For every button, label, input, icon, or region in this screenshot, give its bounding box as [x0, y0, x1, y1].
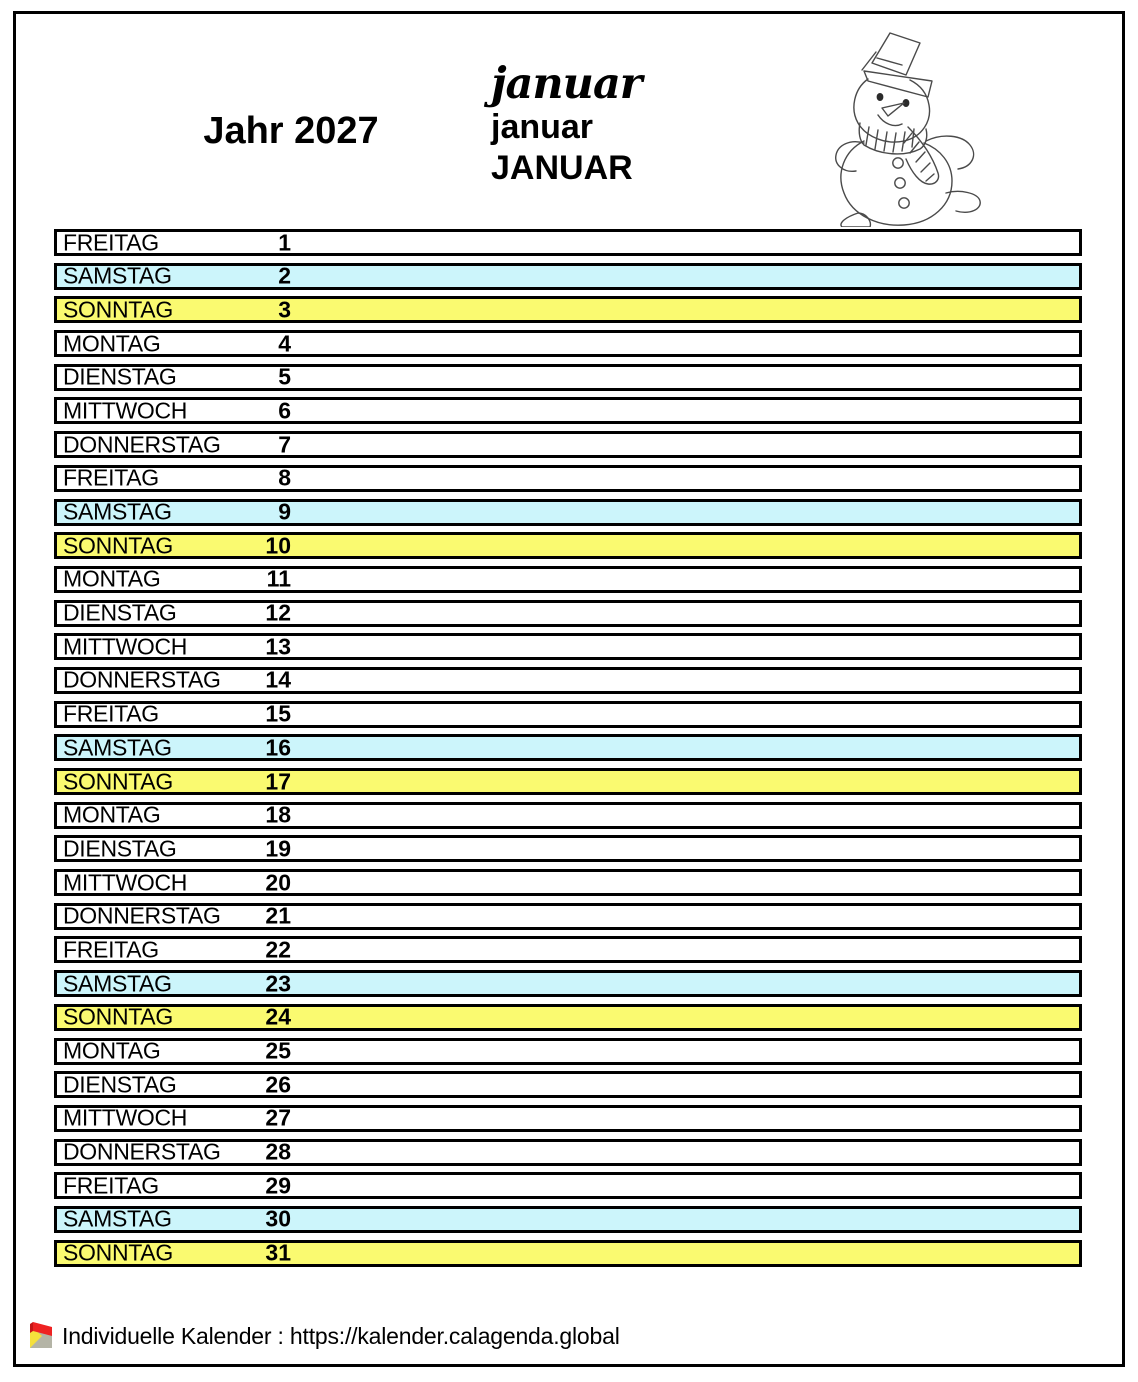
day-number-label: 1 — [278, 229, 291, 255]
day-number-label: 3 — [278, 296, 291, 323]
day-number-label: 29 — [265, 1172, 291, 1199]
day-name-label: SAMSTAG — [63, 498, 172, 525]
day-number-label: 6 — [278, 397, 291, 424]
day-name-label: FREITAG — [63, 1172, 159, 1199]
calendar-day-row[interactable] — [54, 1038, 1082, 1065]
calendar-day-row[interactable] — [54, 229, 1082, 256]
month-name-uppercase: JANUAR — [491, 149, 633, 187]
day-number-label: 18 — [265, 801, 291, 828]
day-name-label: MITTWOCH — [63, 869, 188, 896]
calendar-day-list — [54, 229, 1082, 1273]
day-name-label: SONNTAG — [63, 768, 173, 794]
calendar-day-row[interactable] — [54, 1004, 1082, 1031]
day-number-label: 24 — [265, 1003, 291, 1030]
day-number-label: 4 — [278, 330, 291, 357]
day-number-label: 12 — [265, 599, 291, 626]
day-number-label: 8 — [278, 464, 291, 491]
calendar-day-row[interactable] — [54, 1206, 1082, 1233]
day-name-label: SAMSTAG — [63, 1205, 172, 1232]
day-name-label: MITTWOCH — [63, 1104, 188, 1131]
calendar-day-row[interactable] — [54, 903, 1082, 930]
day-name-label: MONTAG — [63, 1037, 161, 1064]
calendar-day-row[interactable] — [54, 1139, 1082, 1166]
calendar-day-row[interactable] — [54, 768, 1082, 795]
day-name-label: MITTWOCH — [63, 397, 188, 424]
calendar-day-row[interactable] — [54, 1240, 1082, 1267]
day-number-label: 27 — [265, 1104, 291, 1131]
day-name-label: MITTWOCH — [63, 633, 188, 660]
day-number-label: 21 — [265, 902, 291, 929]
calendar-day-row[interactable] — [54, 701, 1082, 728]
calendar-day-row[interactable] — [54, 364, 1082, 391]
page-footer — [16, 1310, 1122, 1366]
calendar-day-row[interactable] — [54, 263, 1082, 290]
day-number-label: 15 — [265, 700, 291, 727]
page-title: Jahr 2027 — [203, 110, 379, 152]
day-name-label: DONNERSTAG — [63, 1138, 221, 1165]
day-name-label: MONTAG — [63, 330, 161, 357]
calendar-day-row[interactable] — [54, 734, 1082, 761]
calendar-day-row[interactable] — [54, 1172, 1082, 1199]
month-name-script: januar — [491, 59, 642, 109]
calendar-day-row[interactable] — [54, 869, 1082, 896]
day-number-label: 22 — [265, 936, 291, 963]
day-name-label: DONNERSTAG — [63, 902, 221, 929]
day-number-label: 2 — [278, 262, 291, 289]
calendar-day-row[interactable] — [54, 667, 1082, 694]
footer-link-text[interactable]: Individuelle Kalender : https://kalender.calagenda.global — [62, 1323, 620, 1349]
day-number-label: 25 — [265, 1037, 291, 1064]
day-number-label: 14 — [265, 666, 291, 693]
calendar-day-row[interactable] — [54, 465, 1082, 492]
day-number-label: 31 — [265, 1239, 291, 1266]
day-name-label: SONNTAG — [63, 1003, 173, 1030]
day-name-label: FREITAG — [63, 700, 159, 727]
day-name-label: MONTAG — [63, 565, 161, 592]
day-number-label: 26 — [265, 1071, 291, 1098]
calendar-day-row[interactable] — [54, 633, 1082, 660]
day-name-label: DONNERSTAG — [63, 666, 221, 693]
calagenda-flag-icon — [26, 1319, 56, 1351]
day-name-label: DIENSTAG — [63, 1071, 177, 1098]
day-name-label: SAMSTAG — [63, 970, 172, 997]
calendar-day-row[interactable] — [54, 936, 1082, 963]
calendar-day-row[interactable] — [54, 330, 1082, 357]
day-number-label: 28 — [265, 1138, 291, 1165]
calendar-day-row[interactable] — [54, 970, 1082, 997]
calendar-day-row[interactable] — [54, 499, 1082, 526]
page-header — [16, 14, 1122, 216]
day-number-label: 9 — [278, 498, 291, 525]
calendar-day-row[interactable] — [54, 397, 1082, 424]
calendar-day-row[interactable] — [54, 431, 1082, 458]
snowman-illustration — [828, 27, 1008, 227]
day-name-label: FREITAG — [63, 464, 159, 491]
calendar-day-row[interactable] — [54, 600, 1082, 627]
day-name-label: DONNERSTAG — [63, 431, 221, 458]
day-name-label: FREITAG — [63, 229, 159, 255]
calendar-day-row[interactable] — [54, 566, 1082, 593]
day-name-label: MONTAG — [63, 801, 161, 828]
day-number-label: 19 — [265, 835, 291, 862]
day-name-label: SONNTAG — [63, 1239, 173, 1266]
day-name-label: SAMSTAG — [63, 734, 172, 761]
day-number-label: 16 — [265, 734, 291, 761]
calendar-day-row[interactable] — [54, 296, 1082, 323]
day-number-label: 20 — [265, 869, 291, 896]
month-name-lowercase: januar — [491, 108, 594, 146]
day-name-label: SONNTAG — [63, 296, 173, 323]
day-number-label: 30 — [265, 1205, 291, 1232]
calendar-day-row[interactable] — [54, 1105, 1082, 1132]
calendar-day-row[interactable] — [54, 532, 1082, 559]
calendar-day-row[interactable] — [54, 802, 1082, 829]
calendar-page — [13, 11, 1125, 1367]
day-number-label: 5 — [278, 363, 291, 390]
day-name-label: SONNTAG — [63, 532, 173, 559]
day-number-label: 10 — [265, 532, 291, 559]
calendar-day-row[interactable] — [54, 1071, 1082, 1098]
month-name-block — [491, 61, 821, 189]
day-number-label: 11 — [266, 565, 291, 592]
day-number-label: 13 — [265, 633, 291, 660]
day-name-label: DIENSTAG — [63, 835, 177, 862]
day-number-label: 17 — [265, 768, 291, 794]
day-name-label: DIENSTAG — [63, 363, 177, 390]
day-name-label: SAMSTAG — [63, 262, 172, 289]
day-name-label: FREITAG — [63, 936, 159, 963]
calendar-day-row[interactable] — [54, 835, 1082, 862]
day-number-label: 23 — [265, 970, 291, 997]
day-name-label: DIENSTAG — [63, 599, 177, 626]
day-number-label: 7 — [278, 431, 291, 458]
